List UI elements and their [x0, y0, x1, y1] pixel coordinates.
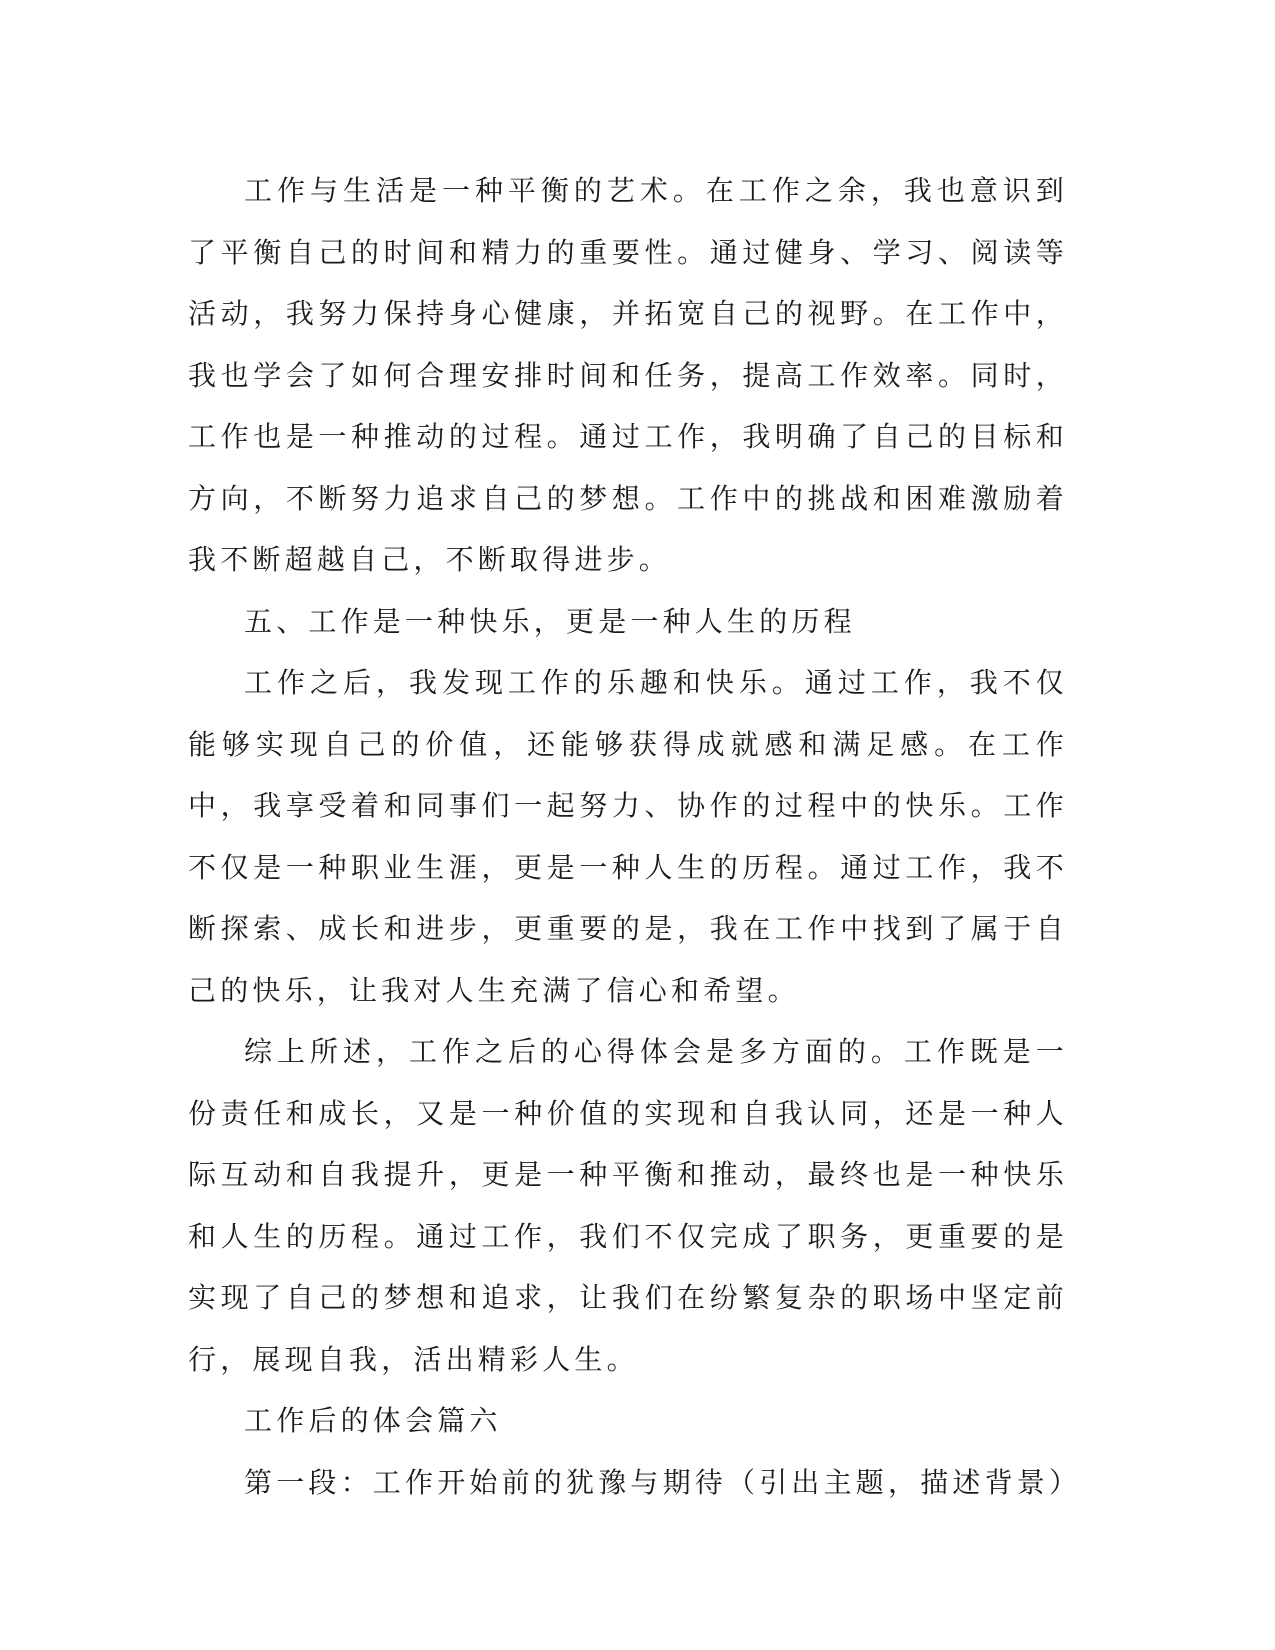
- document-body: [188, 160, 1082, 1513]
- paragraph-work-life-balance: 工作与生活是一种平衡的艺术。在工作之余，我也意识到了平衡自己的时间和精力的重要性。通过健身、学习、阅读等活动，我努力保持身心健康，并拓宽自己的视野。在工作中，我也学会了如何合理安排时间和任务，提高工作效率。同时，工作也是一种推动的过程。通过工作，我明确了自己的目标和方向，不断努力追求自己的梦想。工作中的挑战和困难激励着我不断超越自己，不断取得进步。: [188, 174, 1068, 576]
- paragraph-summary: 综上所述，工作之后的心得体会是多方面的。工作既是一份责任和成长，又是一种价值的实现和自我认同，还是一种人际互动和自我提升，更是一种平衡和推动，最终也是一种快乐和人生的历程。通过工作，我们不仅完成了职务，更重要的是实现了自己的梦想和追求，让我们在纷繁复杂的职场中坚定前行，展现自我，活出精彩人生。: [188, 1035, 1068, 1376]
- section-heading-first: 第一段：工作开始前的犹豫与期待（引出主题，描述背景）: [244, 1465, 1082, 1499]
- article-title-part-six: 工作后的体会篇六: [244, 1404, 502, 1437]
- paragraph-joy-of-work: 工作之后，我发现工作的乐趣和快乐。通过工作，我不仅能够实现自己的价值，还能够获得成就感和满足感。在工作中，我享受着和同事们一起努力、协作的过程中的快乐。工作不仅是一种职业生涯，更是一种人生的历程。通过工作，我不断探索、成长和进步，更重要的是，我在工作中找到了属于自己的快乐，让我对人生充满了信心和希望。: [188, 666, 1068, 1007]
- section-heading-five: 五、工作是一种快乐，更是一种人生的历程: [244, 604, 856, 638]
